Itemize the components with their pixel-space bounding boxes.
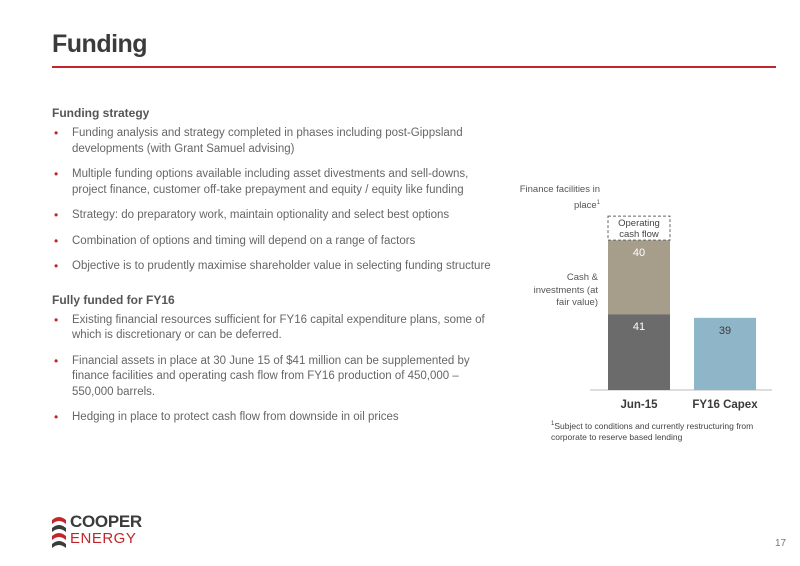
data-label: 39 bbox=[718, 324, 732, 337]
fully-funded-heading: Fully funded for FY16 bbox=[52, 292, 175, 307]
bullet-icon: • bbox=[54, 233, 59, 248]
list-item bbox=[52, 259, 492, 275]
x-tick-label: FY16 Capex bbox=[692, 399, 758, 411]
finance-label-text: Finance facilities in place bbox=[519, 184, 600, 211]
bullet-text: Existing financial resources sufficient for FY16 capital expenditure plans, some of which is discretionary or can be deferred. bbox=[72, 313, 485, 341]
list-item bbox=[52, 234, 492, 250]
bullet-icon: • bbox=[54, 126, 59, 140]
company-logo bbox=[50, 512, 160, 552]
bullet-text: Strategy: do preparatory work, maintain optionality and select best options bbox=[72, 209, 450, 221]
bullet-icon: • bbox=[54, 259, 59, 273]
list-item bbox=[52, 410, 492, 426]
list-item bbox=[52, 126, 492, 157]
bullet-text: Multiple funding options available including asset divestments and sell-downs, project finance, customer off-take prepayment and equity / equity like funding bbox=[72, 168, 469, 196]
list-item bbox=[52, 354, 492, 401]
logo-mark-icon bbox=[50, 514, 68, 550]
list-item bbox=[52, 167, 492, 198]
bullet-icon: • bbox=[54, 208, 59, 222]
bullet-text: Hedging in place to protect cash flow from downside in oil prices bbox=[72, 411, 399, 423]
finance-label-sup: 1 bbox=[596, 199, 600, 206]
logo-text-energy: ENERGY bbox=[70, 530, 137, 547]
bullet-text: Objective is to prudently maximise shareholder value in selecting funding structure bbox=[72, 260, 491, 272]
bullet-icon: • bbox=[54, 353, 59, 368]
footnote-marker: 1 bbox=[551, 421, 555, 427]
strategy-bullet-list bbox=[52, 126, 492, 275]
page-title: Funding bbox=[52, 30, 148, 58]
bullet-text: Combination of options and timing will depend on a range of factors bbox=[72, 234, 416, 247]
finance-facilities-label bbox=[500, 184, 600, 212]
chart-svg bbox=[500, 110, 790, 420]
bullet-icon: • bbox=[54, 167, 59, 181]
cash-investments-label: Cash & investments (at fair value) bbox=[533, 272, 598, 308]
title-divider bbox=[52, 66, 776, 68]
funded-bullet-list bbox=[52, 313, 492, 426]
data-label: 40 bbox=[632, 247, 646, 260]
page-number: 17 bbox=[775, 538, 787, 549]
bullet-text: Funding analysis and strategy completed in phases including post-Gippsland developments (with Grant Samuel advising) bbox=[72, 127, 463, 155]
bullet-icon: • bbox=[54, 410, 59, 424]
bullet-icon: • bbox=[54, 312, 59, 327]
list-item bbox=[52, 313, 492, 344]
x-tick-label: Jun-15 bbox=[620, 399, 658, 411]
chart-footnote bbox=[551, 419, 791, 443]
funding-strategy-heading: Funding strategy bbox=[52, 106, 150, 120]
footnote-text: Subject to conditions and currently restructuring from corporate to reserve based lending bbox=[551, 420, 754, 442]
ocf-label-line2: cash flow bbox=[619, 229, 659, 241]
text-column bbox=[52, 106, 492, 436]
data-label: 41 bbox=[632, 321, 646, 334]
ocf-label-line1: Operating bbox=[618, 218, 660, 230]
bullet-text: Financial assets in place at 30 June 15 of $41 million can be supplemented by finance facilities and operating cash flow from FY16 production of 450,000 – 550,000 barrels. bbox=[72, 354, 470, 398]
funding-chart bbox=[500, 110, 790, 450]
logo-text-cooper: COOPER bbox=[70, 512, 142, 531]
list-item bbox=[52, 208, 492, 224]
